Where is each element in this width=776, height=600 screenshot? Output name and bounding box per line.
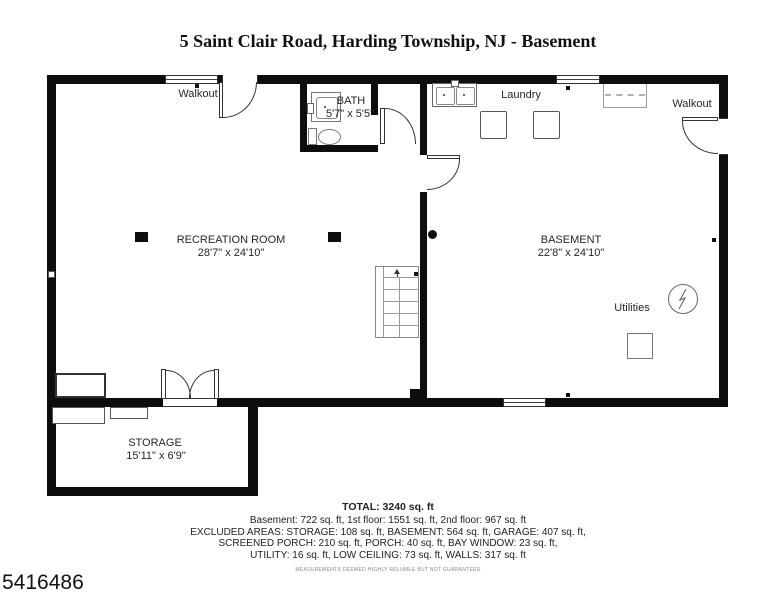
faucet-icon: [451, 80, 459, 87]
stair-tread: [383, 313, 418, 314]
wall-outlet-marker: [48, 271, 55, 278]
window-pane-line: [166, 79, 217, 80]
wall-notch: [410, 389, 422, 398]
summary-line: SCREENED PORCH: 210 sq. ft, PORCH: 40 sq. ft, BAY WINDOW: 23 sq. ft,: [218, 538, 558, 549]
stair-tread: [383, 277, 418, 278]
low-ceiling-area: [603, 84, 647, 108]
door-arc-storage-right: [189, 370, 214, 398]
summary-line: UTILITY: 16 sq. ft, LOW CEILING: 73 sq. ft, WALLS: 317 sq. ft: [250, 549, 526, 561]
shelf-storage-1: [52, 407, 105, 424]
support-column-dot: [428, 230, 437, 239]
dryer: [533, 111, 560, 139]
window-bottom: [503, 398, 546, 407]
wall-left: [47, 75, 56, 496]
listing-id: 5416486: [2, 571, 84, 594]
wall-marker: [566, 86, 570, 90]
stair-tread: [383, 325, 418, 326]
door-arc-basement: [427, 159, 460, 190]
door-leaf-storage-right: [214, 369, 219, 399]
room-dims-basement: 22'8" x 24'10": [537, 247, 605, 259]
room-label-recreation: RECREATION ROOM: [176, 234, 286, 246]
room-label-bath: BATH: [336, 95, 366, 107]
summary-line: Basement: 722 sq. ft, 1st floor: 1551 sq. ft, 2nd floor: 967 sq. ft: [249, 515, 527, 526]
toilet-tank: [308, 128, 317, 145]
faucet-icon: [307, 103, 314, 114]
area-summary: [0, 501, 776, 573]
door-arc-walkout-right: [682, 121, 718, 154]
staircase: [375, 266, 419, 338]
room-label-basement: BASEMENT: [540, 234, 602, 246]
stair-tread: [383, 289, 418, 290]
room-dims-storage: 15'11" x 6'9": [126, 450, 186, 462]
electrical-panel-icon: [668, 284, 698, 314]
support-post: [135, 232, 148, 242]
room-label-laundry: Laundry: [501, 89, 541, 101]
window-top-right: [556, 75, 600, 84]
sink-drain-dot: [463, 94, 465, 96]
summary-disclaimer: MEASUREMENTS DEEMED HIGHLY RELIABLE BUT NOT GUARANTEED: [295, 567, 481, 573]
sink-drain-dot: [443, 94, 445, 96]
wall-marker: [151, 488, 155, 492]
wall-bottom-main: [47, 398, 728, 407]
wall-middle-lower: [420, 192, 427, 398]
room-dims-bath: 5'7" x 5'5": [325, 108, 375, 120]
sink-basin-right: [456, 87, 475, 105]
wall-marker: [250, 441, 254, 445]
room-label-storage: STORAGE: [128, 437, 182, 449]
wall-marker: [712, 238, 716, 242]
wall-storage-right: [248, 398, 258, 496]
shelf-rec-room: [55, 373, 106, 398]
wall-marker: [51, 441, 55, 445]
window-pane-line: [504, 402, 545, 403]
laundry-sink: [432, 83, 477, 107]
wall-middle-upper: [420, 75, 427, 155]
sink-basin-left: [436, 87, 455, 105]
room-label-walkout-left: Walkout: [178, 88, 218, 100]
room-label-utilities: Utilities: [614, 302, 650, 314]
washer: [480, 111, 507, 139]
door-arc-storage-left: [166, 370, 191, 398]
stair-center-line: [399, 277, 400, 337]
window-pane-line: [557, 79, 599, 80]
door-arc-bath: [385, 108, 416, 144]
summary-line: EXCLUDED AREAS: STORAGE: 108 sq. ft, BASEMENT: 564 sq. ft, GARAGE: 407 sq. ft,: [190, 526, 586, 538]
wall-top: [47, 75, 728, 84]
door-arc-walkout-left: [223, 82, 257, 118]
door-opening-walkout-right: [719, 118, 728, 155]
dashed-line: [605, 94, 645, 96]
toilet-bowl: [318, 129, 341, 145]
wall-bath-left: [300, 75, 307, 152]
wall-marker: [566, 393, 570, 397]
shelf-storage-2: [110, 407, 148, 419]
support-post: [328, 232, 341, 242]
room-label-walkout-right: Walkout: [672, 98, 712, 110]
room-dims-recreation: 28'7" x 24'10": [197, 247, 265, 259]
door-opening-storage: [163, 398, 217, 407]
page-title: 5 Saint Clair Road, Harding Township, NJ - Basement: [179, 31, 597, 51]
utility-equipment-box: [627, 333, 653, 359]
stair-marker: [414, 272, 418, 276]
wall-bath-bottom: [300, 145, 378, 152]
window-top-left: [165, 75, 218, 84]
lightning-bolt-icon: [669, 285, 697, 313]
stair-tread: [383, 301, 418, 302]
summary-total: TOTAL: 3240 sq. ft: [342, 501, 434, 513]
stairs-arrow-stem: [397, 273, 398, 277]
